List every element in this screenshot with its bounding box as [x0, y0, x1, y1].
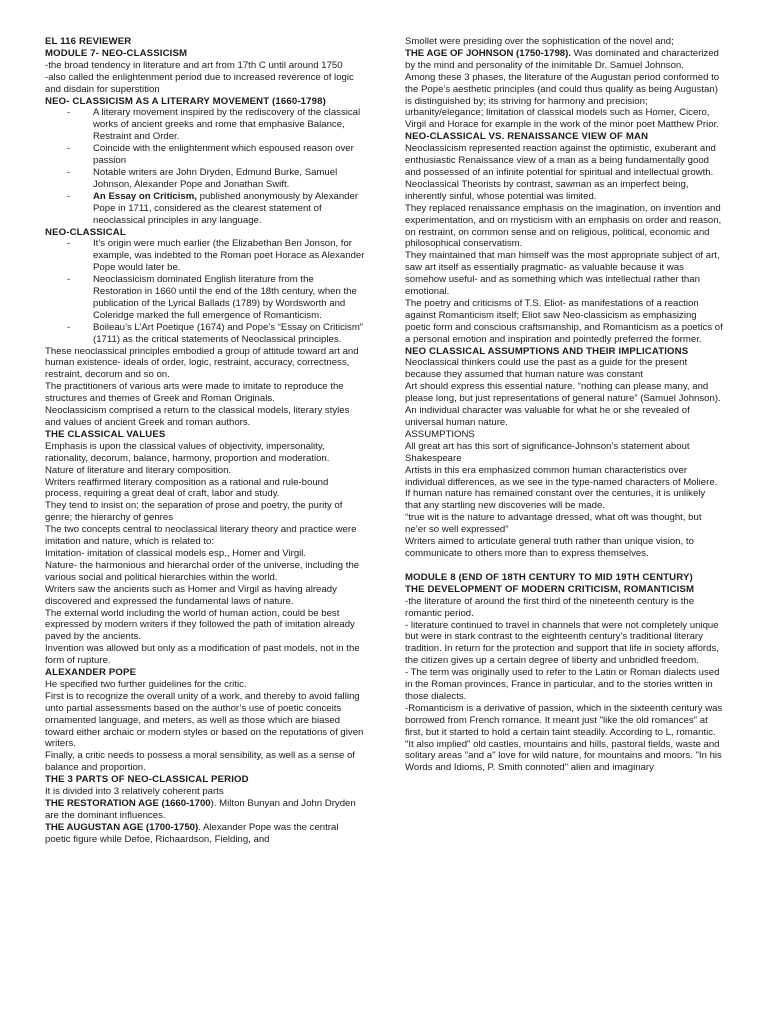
paragraph: He specified two further guidelines for the critic. [45, 678, 247, 690]
paragraph: Imitation- imitation of classical models esp., Homer and Virgil. [45, 547, 307, 559]
paragraph: If human nature has remained constant over the centuries, it is unlikely that any startling new discoveries will be made. [405, 488, 706, 512]
paragraph: - The term was originally used to refer to the Latin or Roman dialects used in the Roman provinces, France in particular, and to the stories written in those dialects. [405, 667, 720, 702]
paragraph: It is divided into 3 relatively coherent parts [45, 786, 224, 798]
list-item: - A literary movement inspired by the rediscovery of the classical works of ancient greeks and rome that emphasive Balance, Restraint and Order. [45, 107, 365, 143]
bold-text: An Essay on Criticism, [93, 190, 197, 202]
paragraph: Art should express this essential nature. “nothing can please many, and please long, but just representations of general nature” (Samuel Johnson). [405, 381, 721, 405]
section-heading: NEO-CLASSICAL [45, 226, 126, 238]
list-item: - Notable writers are John Dryden, Edmund Burke, Samuel Johnson, Alexander Pope and Jonathan Swift. [45, 167, 365, 191]
paragraph: “true wit is the nature to advantage dressed, what oft was thought, but ne’er so well expressed” [405, 512, 702, 536]
paragraph: Finally, a critic needs to possess a moral sensibility, as well as a sense of balance and proportion. [45, 750, 355, 774]
paragraph: First is to recognize the overall unity of a work, and thereby to avoid falling unto partial assessments based on the author’s use of poetic conceits ornamented language, and meters, as well as those which are biased toward either archaic or modern styles or based on the reputations of given writers. [45, 690, 364, 750]
paragraph: ASSUMPTIONS [405, 428, 475, 440]
list-item: - It’s origin were much earlier (the Elizabethan Ben Jonson, for example, was indebted to the Roman poet Horace as Alexander Pope would later be. [45, 238, 365, 274]
paragraph: The practitioners of various arts were made to imitate to reproduce the structures and themes of Greek and Roman Originals. [45, 381, 344, 405]
bullet-list [45, 107, 365, 226]
spacer [405, 560, 723, 572]
paragraph: Writers aimed to articulate general truth rather than unique vision, to communicate to others more than to express themselves. [405, 536, 694, 559]
section-heading: NEO-CLASSICAL VS. RENAISSANCE VIEW OF MAN [405, 131, 649, 143]
paragraph: Emphasis is upon the classical values of objectivity, impersonality, rationality, decorum, balance, harmony, proportion and moderation. [45, 440, 330, 464]
section-heading: NEO CLASSICAL ASSUMPTIONS AND THEIR IMPLICATIONS [405, 345, 689, 357]
text: published anonymously by Alexander Pope in 1711, considered as the clearest statement of neoclassical principles in any language. [93, 190, 359, 226]
bullet-list [45, 238, 365, 345]
bold-text: THE AUGUSTAN AGE (1700-1750) [45, 821, 199, 833]
paragraph: Invention was allowed but only as a modification of past models, not in the form of rupture. [45, 643, 360, 667]
bold-text: THE RESTORATION AGE (1660-1700 [45, 798, 211, 809]
paragraph: -Romanticism is a derivative of passion, which in the sixteenth century was borrowed from French romance. It meant just "like the old romances" at first, but it started to hold a certain taint steadily. According to L, romantic. "It also implied" old castles, mountains and hills, pastoral fields, waste and solitary areas "and a" love for wild nature, for mountains and moors. "In his Words and Idioms, P. Smith connoted" alien and imaginary [405, 702, 723, 774]
text: Was dominated and characterized by the mind and personality of the inimitable Dr. Samuel Johnson. [405, 47, 719, 71]
paragraph: -the broad tendency in literature and art from 17th C until around 1750 [45, 59, 343, 71]
list-item [45, 191, 365, 227]
left-column [45, 36, 365, 846]
paragraph: Nature- the harmonious and hierarchal order of the universe, including the various social and political hierarchies within the world. [45, 559, 360, 583]
paragraph: They replaced renaissance emphasis on the imagination, on invention and experimentation, and on mysticism with an emphasis on order and reason, on restraint, on common sense and on religious, political, economic and philosophical conservatism. [405, 202, 722, 250]
paragraph: These neoclassical principles embodied a group of attitude toward art and human existence- ideals of order, logic, restraint, accuracy, correctness, restraint, decorum and so on. [45, 345, 359, 381]
paragraph: Nature of literature and literary composition. [45, 464, 232, 476]
paragraph: Among these 3 phases, the literature of the Augustan period conformed to the Pope’s aesthetic principles (and could thus qualify as being Augustan) is distinguished by; its striving for harmony and precision; urbanity/elegance; limitation of classical models such as Homer, Cicero, Virgil and Horace for example in the work of the minor poet Matthew Prior. [405, 71, 720, 131]
list-item: - Boileau’s L’Art Poetique (1674) and Pope’s “Essay on Criticism” (1711) as the critical statements of Neoclassical principles. [45, 322, 365, 346]
paragraph: -also called the enlightenment period due to increased reverence of logic and disdain for superstition [45, 71, 354, 95]
paragraph: Writers saw the ancients such as Homer and Virgil as having already discovered and expressed the fundamental laws of nature. [45, 583, 337, 607]
paragraph: -the literature of around the first third of the nineteenth century is the romantic period. [405, 595, 695, 619]
paragraph: An individual character was valuable for what he or she revealed of universal human nature. [405, 405, 690, 428]
text: ). Milton Bunyan and John Dryden are the dominant influences. [45, 798, 356, 821]
section-heading: THE DEVELOPMENT OF MODERN CRITICISM, ROMANTICISM [405, 583, 695, 595]
section-heading: THE 3 PARTS OF NEO-CLASSICAL PERIOD [45, 774, 249, 786]
bold-text: THE AGE OF JOHNSON (1750-1798). [405, 47, 571, 59]
section-heading: THE CLASSICAL VALUES [45, 428, 166, 440]
text: . Alexander Pope was the central poetic figure while Defoe, Richaardson, Fielding, and [45, 821, 339, 845]
paragraph: The external world including the world of human action, could be best expressed by modern writers if they followed the path of imitation already paved by the ancients. [45, 607, 355, 643]
module-8-heading: MODULE 8 (END OF 18TH CENTURY TO MID 19TH CENTURY) [405, 571, 693, 583]
paragraph: They tend to insist on; the separation of prose and poetry, the purity of genre; the hierarchy of genres [45, 500, 343, 524]
paragraph: Artists in this era emphasized common human characteristics over individual differences, as we see in the type-named characters of Moliere. [405, 464, 718, 488]
paragraph: Neoclassicism comprised a return to the classical models, literary styles and values of ancient Greek and roman authors. [45, 405, 350, 428]
section-heading: ALEXANDER POPE [45, 667, 137, 679]
paragraph [45, 822, 365, 846]
right-column [405, 36, 723, 774]
paragraph: Writers reaffirmed literary composition as a rational and rule-bound process, requiring a great deal of craft, labor and study. [45, 476, 329, 500]
paragraph: All great art has this sort of significance-Johnson’s statement about Shakespeare [405, 440, 690, 464]
paragraph: Neoclassical Theorists by contrast, sawman as an imperfect being, inherently sinful, whose potential was limited. [405, 178, 689, 202]
paragraph: The two concepts central to neoclassical literary theory and practice were imitation and nature, which is related to: [45, 524, 357, 548]
module-7-heading: MODULE 7- NEO-CLASSICISM [45, 47, 188, 59]
document-title: EL 116 REVIEWER [45, 36, 132, 47]
paragraph: They maintained that man himself was the most appropriate subject of art, saw art itself as essentially pragmatic- as valuable because it was somehow useful- and as something which was intellectual rather than emotional. [405, 250, 720, 298]
paragraph: - literature continued to travel in channels that were not completely unique but were in stark contrast to the eighteenth century’s traditional literary tradition. In return for the protection and support that life in society affords, the citizen gives up a certain degree of liberty and unbridled freedom. [405, 619, 719, 667]
paragraph: Neoclassicism represented reaction against the optimistic, exuberant and enthusiastic Renaissance view of a man as a being fundamentally good and possessed of an infinite potential for spiritual and intellectual growth. [405, 143, 716, 178]
list-item: - Coincide with the enlightenment which espoused reason over passion [45, 143, 365, 167]
section-heading: NEO- CLASSICISM AS A LITERARY MOVEMENT (1660-1798) [45, 95, 326, 107]
paragraph: Smollet were presiding over the sophistication of the novel and; [405, 36, 674, 47]
paragraph [405, 48, 723, 72]
paragraph: Neoclassical thinkers could use the past as a guide for the present because they assumed that human nature was constant [405, 357, 688, 381]
list-item: - Neoclassicism dominated English literature from the Restoration in 1660 until the end of the 18th century, when the publication of the Lyrical Ballads (1789) by Wordsworth and Coleridge marked the full emergence of Romanticism. [45, 274, 365, 322]
paragraph: The poetry and criticisms of T.S. Eliot- as manifestations of a reaction against Romanticism itself; Eliot saw Neo-classicism as emphasizing poetic form and conscious craftsmanship, and Romanticism as a poetics of a personal emotion and inspiration and pointedly preferred the former. [405, 297, 723, 345]
paragraph [45, 798, 365, 822]
